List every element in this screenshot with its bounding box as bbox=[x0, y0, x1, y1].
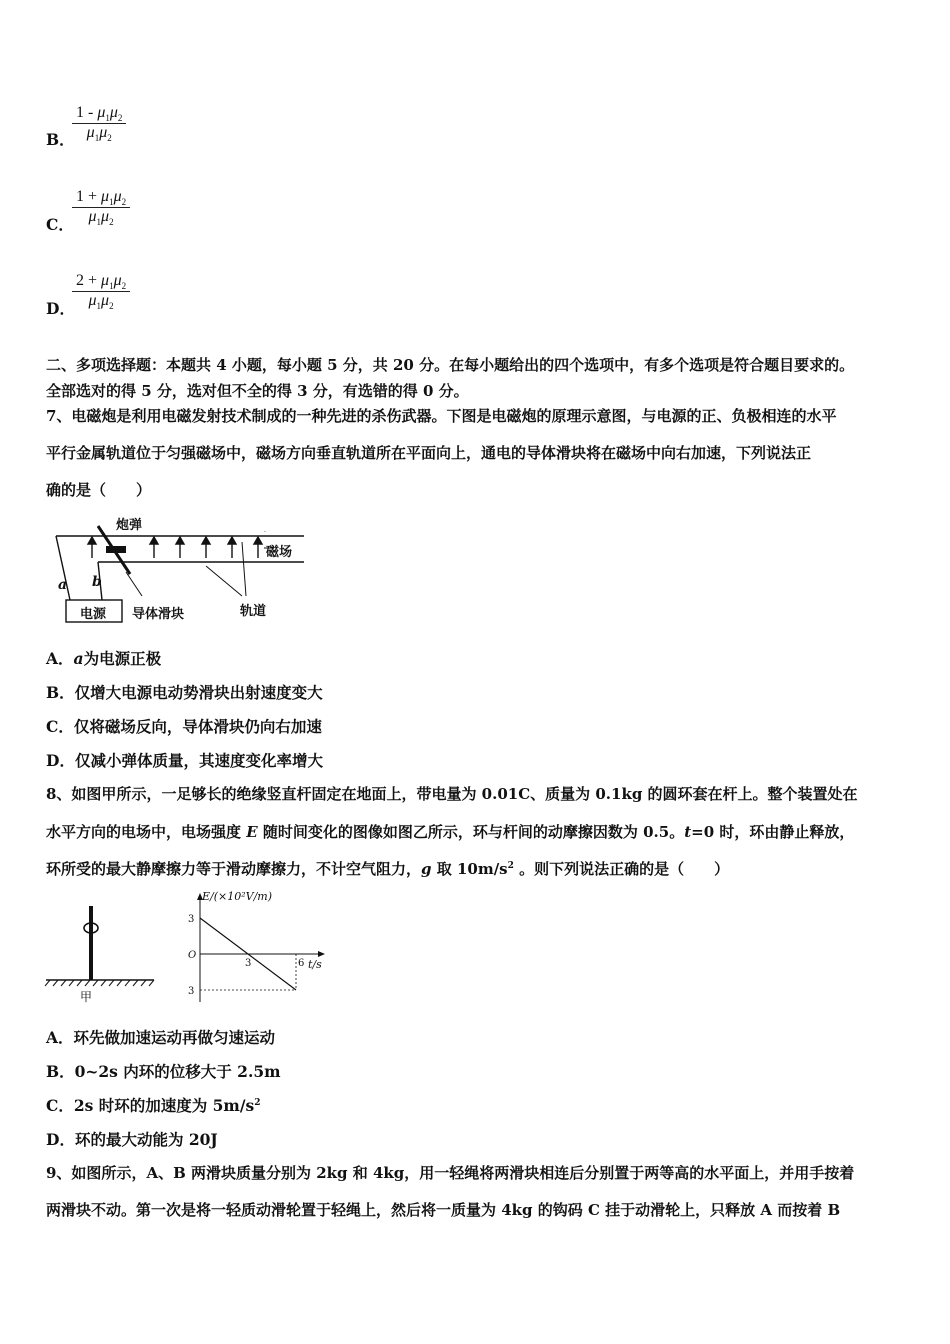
q8-stem-line2: 水平方向的电场中，电场强度 E 随时间变化的图像如图乙所示，环与杆间的动摩擦因数为 0.5。t=0 时，环由静止释放， bbox=[46, 823, 855, 841]
fraction-option-d: $\frac{2 + \mu_1\mu_2}{\mu_1\mu_2}$ bbox=[72, 272, 130, 311]
option-letter-b: B． bbox=[46, 130, 75, 149]
q7-stem-line3: 确的是（ ） bbox=[46, 481, 152, 499]
label-b: b bbox=[92, 574, 102, 590]
e-t-graph bbox=[172, 884, 342, 1014]
svg-text:.: . bbox=[264, 527, 266, 534]
q7-option-c: C．仅将磁场反向，导体滑块仍向右加速 bbox=[46, 717, 322, 736]
label-conductor-slider: 导体滑块 bbox=[132, 607, 185, 622]
q8-option-d: D．环的最大动能为 20J bbox=[46, 1130, 218, 1149]
label-figure-jia: 甲 bbox=[80, 990, 93, 1004]
section2-heading-line2: 全部选对的得 5 分，选对但不全的得 3 分，有选错的得 0 分。 bbox=[46, 382, 469, 400]
y-tick-label: 3 bbox=[188, 986, 195, 997]
label-rail: 轨道 bbox=[240, 604, 267, 619]
q7-option-a: A．a为电源正极 bbox=[46, 649, 162, 668]
fraction-denominator: $\mu_1\mu_2$ bbox=[88, 292, 114, 312]
q9-stem-line1: 9、如图所示，A、B 两滑块质量分别为 2kg 和 4kg，用一轻绳将两滑块相连后分别置于两等高的水平面上，并用手按着 bbox=[46, 1164, 855, 1182]
rod-ring-figure bbox=[44, 896, 160, 1006]
label-a: a bbox=[58, 577, 68, 593]
fraction-option-b: $\frac{1 - \mu_1\mu_2}{\mu_1\mu_2}$ bbox=[72, 104, 126, 143]
label-shell: 炮弹 bbox=[116, 518, 143, 533]
q8-stem-line3: 环所受的最大静摩擦力等于滑动摩擦力，不计空气阻力，g 取 $10m/s^2$ 。则下列说法正确的是（ ） bbox=[46, 860, 730, 878]
section2-heading-line1: 二、多项选择题：本题共 4 小题，每小题 5 分，共 20 分。在每小题给出的四个选项中，有多个选项是符合题目要求的。 bbox=[46, 356, 855, 374]
fraction-numerator-prefix: 1 - bbox=[76, 104, 98, 121]
label-power-source: 电源 bbox=[80, 607, 107, 622]
fraction-numerator-prefix: 1 + bbox=[76, 188, 102, 205]
q9-stem-line2: 两滑块不动。第一次是将一轻质动滑轮置于轻绳上，然后将一质量为 4kg 的钩码 C 挂于动滑轮上，只释放 A 而按着 B bbox=[46, 1201, 841, 1219]
q7-stem-line1: 7、电磁炮是利用电磁发射技术制成的一种先进的杀伤武器。下图是电磁炮的原理示意图，与电源的正、负极相连的水平 bbox=[46, 407, 837, 425]
q7-stem-line2: 平行金属轨道位于匀强磁场中，磁场方向垂直轨道所在平面向上，通电的导体滑块将在磁场中向右加速，下列说法正 bbox=[46, 444, 812, 462]
label-field: 磁场 bbox=[266, 545, 293, 560]
q8-stem-line1: 8、如图甲所示，一足够长的绝缘竖直杆固定在地面上，带电量为 0.01C、质量为 0.1kg 的圆环套在杆上。整个装置处在 bbox=[46, 785, 858, 803]
q8-option-b: B．0~2s 内环的位移大于 2.5m bbox=[46, 1062, 281, 1081]
option-letter-d: D． bbox=[46, 299, 75, 318]
fraction-denominator: $\mu_1\mu_2$ bbox=[88, 208, 114, 228]
y-axis-label: E/(×10²V/m) bbox=[202, 890, 273, 903]
q7-option-d: D．仅减小弹体质量，其速度变化率增大 bbox=[46, 751, 323, 770]
origin-label: O bbox=[188, 950, 197, 961]
x-tick-label: 3 bbox=[245, 958, 252, 969]
option-letter-c: C． bbox=[46, 215, 74, 234]
fraction-option-c: $\frac{1 + \mu_1\mu_2}{\mu_1\mu_2}$ bbox=[72, 188, 130, 227]
x-axis-label: t/s bbox=[308, 958, 322, 971]
q8-option-c: C．2s 时环的加速度为 $5m/s^2$ bbox=[46, 1096, 261, 1115]
fraction-denominator: $\mu_1\mu_2$ bbox=[86, 124, 112, 144]
x-axis-arrow bbox=[318, 951, 325, 957]
x-tick-label: 6 bbox=[298, 958, 305, 969]
q8-option-a: A．环先做加速运动再做匀速运动 bbox=[46, 1028, 276, 1047]
fraction-numerator-prefix: 2 + bbox=[76, 272, 102, 289]
q7-option-b: B．仅增大电源电动势滑块出射速度变大 bbox=[46, 683, 323, 702]
y-tick-label: 3 bbox=[188, 914, 195, 925]
